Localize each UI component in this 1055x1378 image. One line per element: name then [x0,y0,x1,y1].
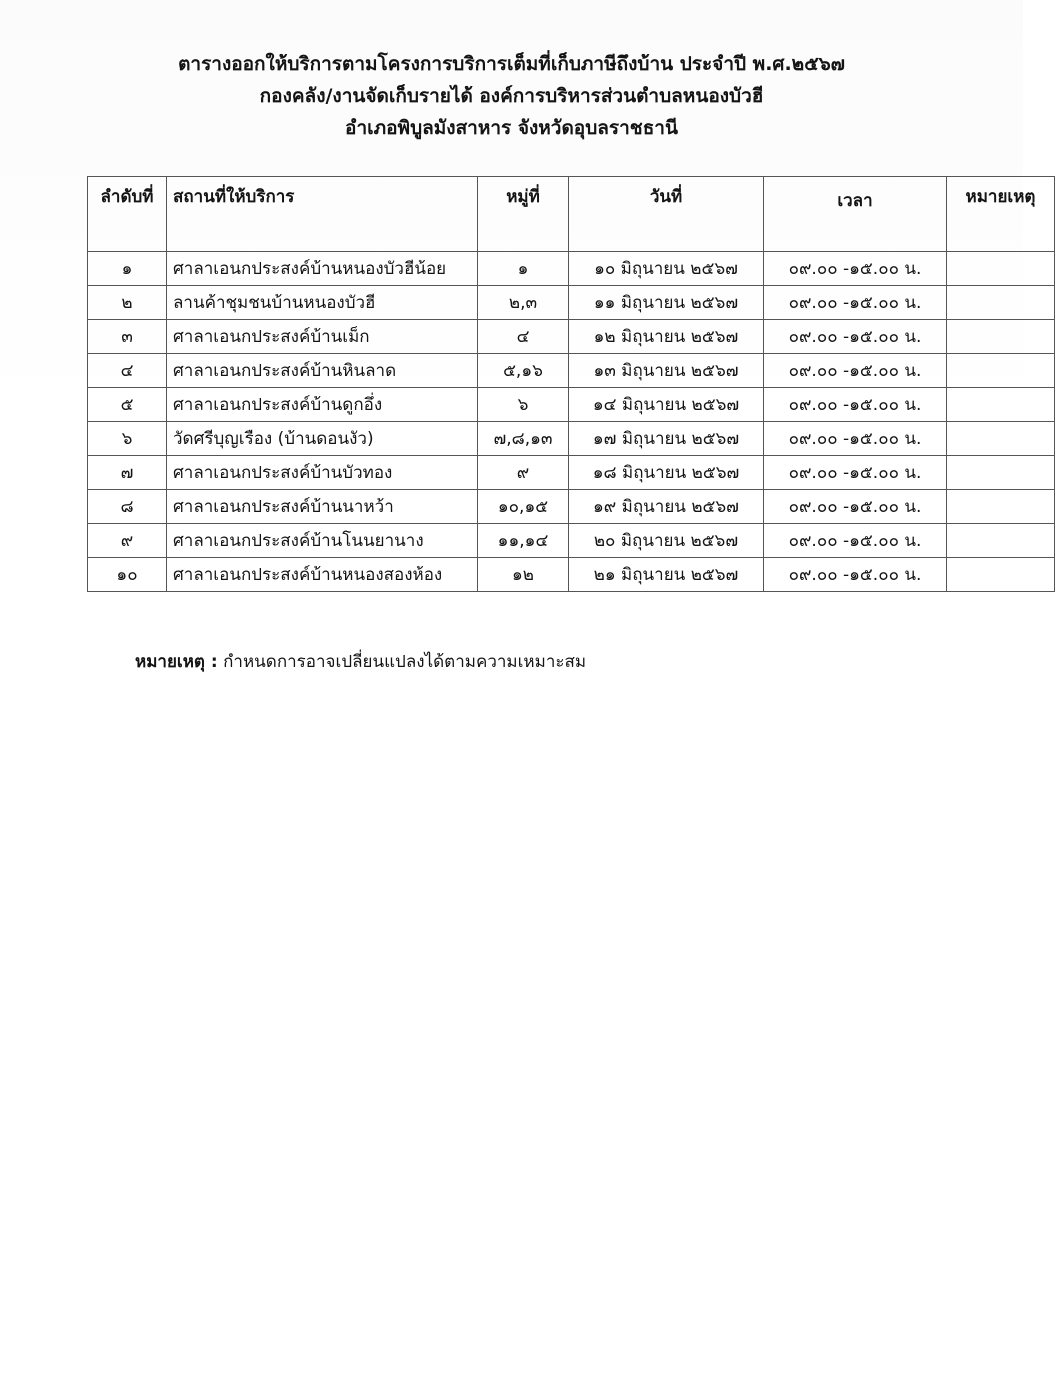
table-row [88,320,1055,354]
table-row [88,388,1055,422]
cell-place: วัดศรีบุญเรือง (บ้านดอนงัว) [167,422,478,456]
cell-note [947,388,1055,422]
table-row [88,490,1055,524]
cell-moo: ๗,๘,๑๓ [478,422,569,456]
schedule-table-container [87,176,1036,592]
table-row [88,558,1055,592]
cell-time: ๐๙.๐๐ -๑๕.๐๐ น. [764,354,947,388]
table-row [88,422,1055,456]
cell-moo: ๑ [478,252,569,286]
cell-no: ๗ [88,456,167,490]
footnote-text: กำหนดการอาจเปลี่ยนแปลงได้ตามความเหมาะสม [223,652,587,672]
header-line-2: กองคลัง/งานจัดเก็บรายได้ องค์การบริหารส่วนตำบลหนองบัวฮี [259,85,764,107]
cell-note [947,422,1055,456]
cell-place: ศาลาเอนกประสงค์บ้านหนองบัวฮีน้อย [167,252,478,286]
cell-note [947,252,1055,286]
cell-date: ๑๔ มิถุนายน ๒๕๖๗ [569,388,764,422]
cell-date: ๑๘ มิถุนายน ๒๕๖๗ [569,456,764,490]
cell-time: ๐๙.๐๐ -๑๕.๐๐ น. [764,524,947,558]
cell-time: ๐๙.๐๐ -๑๕.๐๐ น. [764,252,947,286]
cell-date: ๑๓ มิถุนายน ๒๕๖๗ [569,354,764,388]
header-note: หมายเหตุ [947,177,1055,252]
header-line-3: อำเภอพิบูลมังสาหาร จังหวัดอุบลราชธานี [345,117,678,139]
footnote [135,648,586,675]
cell-note [947,286,1055,320]
cell-date: ๒๐ มิถุนายน ๒๕๖๗ [569,524,764,558]
footnote-label: หมายเหตุ : [135,652,218,672]
header-line-1: ตารางออกให้บริการตามโครงการบริการเต็มที่เก็บภาษีถึงบ้าน ประจำปี พ.ศ.๒๕๖๗ [178,53,845,75]
table-row [88,354,1055,388]
cell-place: ศาลาเอนกประสงค์บ้านบัวทอง [167,456,478,490]
cell-time: ๐๙.๐๐ -๑๕.๐๐ น. [764,388,947,422]
cell-moo: ๙ [478,456,569,490]
cell-date: ๑๒ มิถุนายน ๒๕๖๗ [569,320,764,354]
header-moo: หมู่ที่ [478,177,569,252]
cell-moo: ๑๐,๑๕ [478,490,569,524]
table-header-row [88,177,1055,252]
cell-date: ๑๙ มิถุนายน ๒๕๖๗ [569,490,764,524]
cell-moo: ๔ [478,320,569,354]
cell-date: ๑๗ มิถุนายน ๒๕๖๗ [569,422,764,456]
cell-place: ศาลาเอนกประสงค์บ้านเม็ก [167,320,478,354]
cell-moo: ๑๑,๑๔ [478,524,569,558]
cell-no: ๘ [88,490,167,524]
schedule-table [87,176,1055,592]
header-date: วันที่ [569,177,764,252]
header-no: ลำดับที่ [88,177,167,252]
table-row [88,286,1055,320]
cell-note [947,320,1055,354]
cell-place: ศาลาเอนกประสงค์บ้านหินลาด [167,354,478,388]
table-row [88,252,1055,286]
header-time: เวลา [764,177,947,252]
cell-time: ๐๙.๐๐ -๑๕.๐๐ น. [764,558,947,592]
cell-no: ๕ [88,388,167,422]
cell-note [947,354,1055,388]
cell-time: ๐๙.๐๐ -๑๕.๐๐ น. [764,422,947,456]
cell-moo: ๖ [478,388,569,422]
cell-no: ๓ [88,320,167,354]
cell-place: ศาลาเอนกประสงค์บ้านนาหว้า [167,490,478,524]
cell-place: ศาลาเอนกประสงค์บ้านโนนยานาง [167,524,478,558]
table-row [88,524,1055,558]
cell-place: ลานค้าชุมชนบ้านหนองบัวฮี [167,286,478,320]
document-header [0,48,1023,144]
cell-place: ศาลาเอนกประสงค์บ้านหนองสองห้อง [167,558,478,592]
table-row [88,456,1055,490]
cell-no: ๑ [88,252,167,286]
cell-note [947,524,1055,558]
cell-note [947,456,1055,490]
cell-no: ๙ [88,524,167,558]
cell-date: ๒๑ มิถุนายน ๒๕๖๗ [569,558,764,592]
cell-time: ๐๙.๐๐ -๑๕.๐๐ น. [764,320,947,354]
cell-moo: ๕,๑๖ [478,354,569,388]
cell-no: ๖ [88,422,167,456]
cell-no: ๑๐ [88,558,167,592]
cell-note [947,558,1055,592]
header-place: สถานที่ให้บริการ [167,177,478,252]
cell-note [947,490,1055,524]
cell-date: ๑๑ มิถุนายน ๒๕๖๗ [569,286,764,320]
cell-no: ๒ [88,286,167,320]
cell-moo: ๑๒ [478,558,569,592]
cell-moo: ๒,๓ [478,286,569,320]
cell-place: ศาลาเอนกประสงค์บ้านดูกอึ่ง [167,388,478,422]
cell-time: ๐๙.๐๐ -๑๕.๐๐ น. [764,490,947,524]
cell-time: ๐๙.๐๐ -๑๕.๐๐ น. [764,456,947,490]
cell-time: ๐๙.๐๐ -๑๕.๐๐ น. [764,286,947,320]
cell-no: ๔ [88,354,167,388]
cell-date: ๑๐ มิถุนายน ๒๕๖๗ [569,252,764,286]
